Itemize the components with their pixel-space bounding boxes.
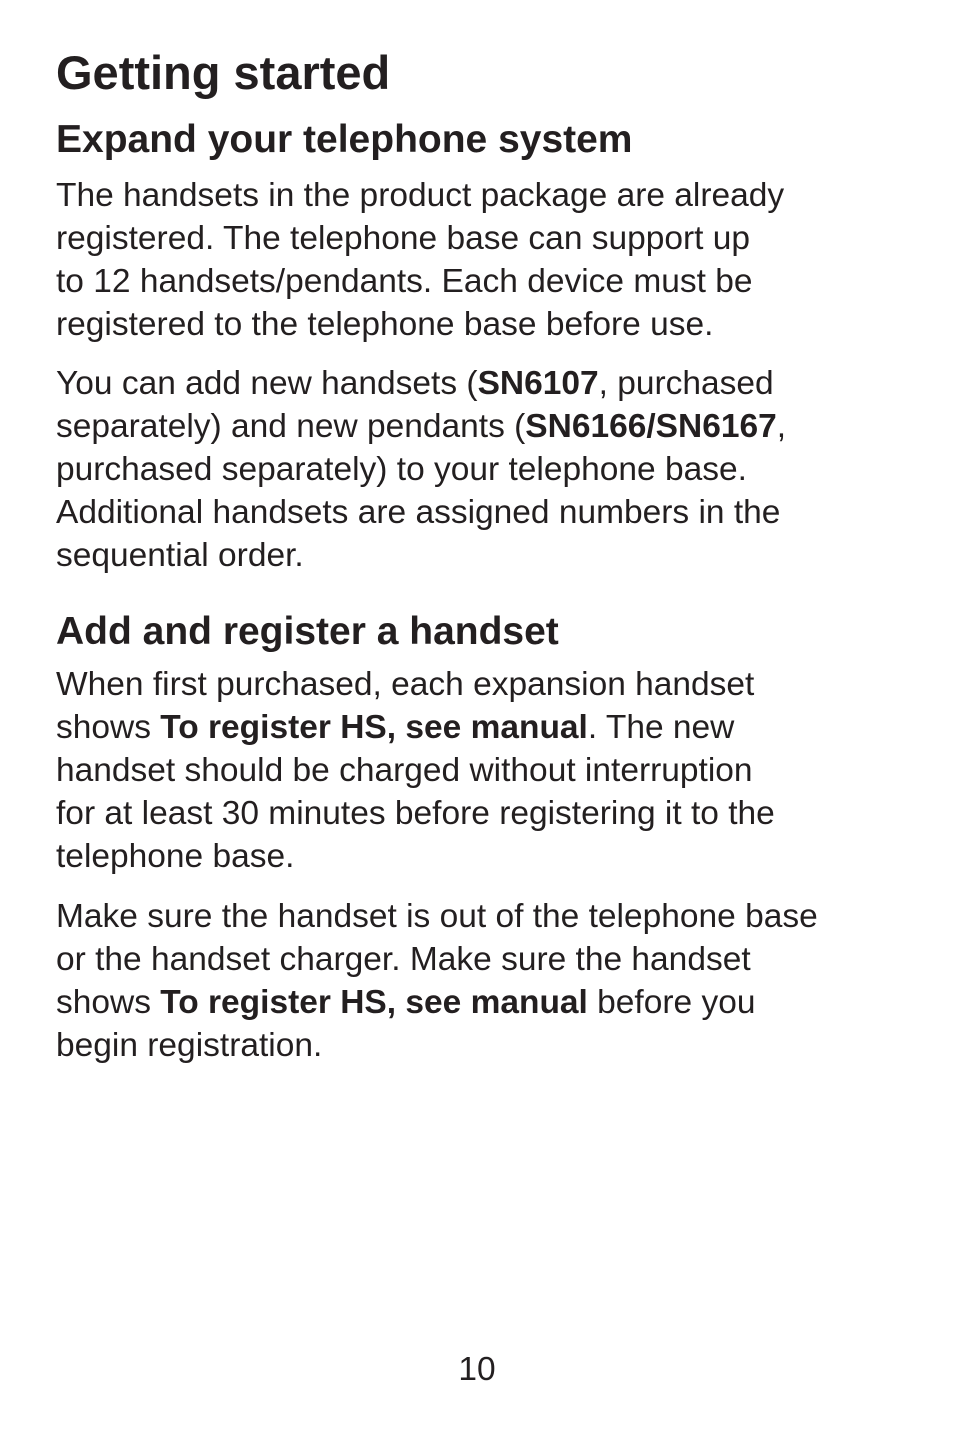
- expand-paragraph-2: [56, 362, 916, 577]
- screen-message: To register HS, see manual: [160, 709, 588, 746]
- text-line: The handsets in the product package are already: [56, 177, 785, 214]
- text-line: Additional handsets are assigned numbers in the: [56, 494, 781, 531]
- page-title: Getting started: [56, 46, 391, 99]
- text-line: registered. The telephone base can support up: [56, 220, 751, 257]
- text-line: for at least 30 minutes before registering it to the: [56, 795, 775, 832]
- page-number: 10: [458, 1351, 496, 1388]
- text-line: begin registration.: [56, 1027, 323, 1064]
- text-line: telephone base.: [56, 838, 295, 875]
- text-line: or the handset charger. Make sure the handset: [56, 941, 751, 978]
- text-line: When first purchased, each expansion handset: [56, 666, 755, 703]
- register-paragraph-2: [56, 895, 916, 1067]
- expand-paragraph-1: [56, 174, 916, 346]
- screen-message: To register HS, see manual: [160, 984, 588, 1021]
- model-number-pendant: SN6166/SN6167: [525, 408, 777, 445]
- text-line: registered to the telephone base before use.: [56, 306, 714, 343]
- register-paragraph-1: [56, 663, 916, 878]
- text-line: You can add new handsets (SN6107, purchased: [56, 365, 774, 402]
- text-line: to 12 handsets/pendants. Each device must be: [56, 263, 753, 300]
- section-heading-register: Add and register a handset: [56, 610, 559, 653]
- text-line: handset should be charged without interruption: [56, 752, 753, 789]
- text-line: purchased separately) to your telephone base.: [56, 451, 747, 488]
- model-number-handset: SN6107: [477, 365, 599, 402]
- text-line: sequential order.: [56, 537, 304, 574]
- text-line: Make sure the handset is out of the telephone base: [56, 898, 818, 935]
- text-line: shows To register HS, see manual. The new: [56, 709, 735, 746]
- text-line: separately) and new pendants (SN6166/SN6167,: [56, 408, 787, 445]
- text-line: shows To register HS, see manual before you: [56, 984, 756, 1021]
- section-heading-expand: Expand your telephone system: [56, 118, 633, 161]
